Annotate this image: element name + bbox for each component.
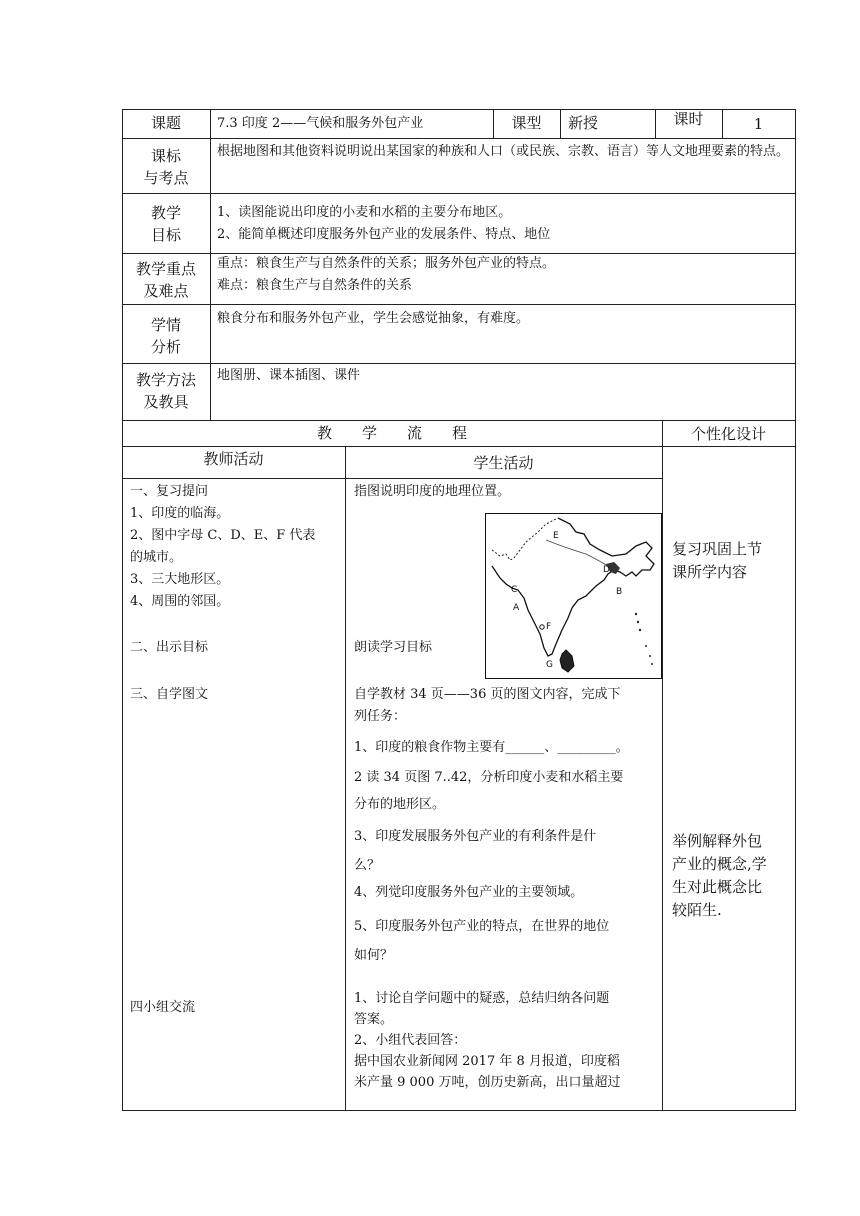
teacher-review bbox=[130, 481, 342, 613]
hours-label: 课时 bbox=[673, 110, 704, 128]
map-label-a: A bbox=[513, 603, 520, 613]
personal-note-1 bbox=[672, 538, 792, 584]
focus-text: 重点：粮食生产与自然条件的关系；服务外包产业的特点。 bbox=[217, 256, 556, 271]
review-item: 4、周围的邻国。 bbox=[130, 594, 230, 609]
task-2-line2: 分布的地形区。 bbox=[354, 797, 446, 812]
personal-note-2 bbox=[672, 830, 792, 922]
standard-text: 根据地图和其他资料说明说出某国家的种族和人口（或民族、宗教、语言）等人文地理要素的特点。 bbox=[217, 144, 790, 159]
task-5-line1: 5、印度服务外包产业的特点，在世界的地位 bbox=[354, 919, 610, 934]
topic-label: 课题 bbox=[150, 114, 181, 132]
task-5 bbox=[354, 912, 658, 970]
map-label-g: G bbox=[546, 660, 553, 670]
india-outline-icon bbox=[486, 514, 661, 678]
discuss-line1: 1、讨论自学问题中的疑惑，总结归纳各问题 bbox=[354, 991, 610, 1006]
methods-label-line1: 教学方法 bbox=[135, 371, 196, 389]
difficulty-text: 难点：粮食生产与自然条件的关系 bbox=[217, 278, 413, 293]
keypoints-text bbox=[217, 253, 789, 297]
task-intro bbox=[354, 684, 658, 728]
objectives-label-line1: 教学 bbox=[150, 204, 181, 222]
methods-label-line2: 及教具 bbox=[143, 393, 189, 411]
objective-item: 2、能简单概述印度服务外包产业的发展条件、特点、地位 bbox=[217, 227, 551, 242]
task-1: 1、印度的粮食作物主要有______、_________。 bbox=[354, 740, 629, 755]
task-3 bbox=[354, 822, 658, 880]
analysis-label bbox=[122, 314, 210, 358]
keypoints-label-line2: 及难点 bbox=[143, 282, 189, 300]
objectives-list bbox=[217, 202, 789, 246]
rep-answer: 2、小组代表回答： bbox=[354, 1033, 467, 1048]
task-2-line1: 2 读 34 页图 7..42，分析印度小麦和水稻主要 bbox=[354, 770, 624, 785]
note1-line1: 复习巩固上节 bbox=[672, 540, 763, 558]
map-label-f: F bbox=[546, 622, 552, 632]
standard-label-line1: 课标 bbox=[150, 147, 181, 165]
process-title: 教 学 流 程 bbox=[316, 424, 467, 442]
note2-line: 举例解释外包 bbox=[672, 832, 763, 850]
map-label-d: D bbox=[603, 565, 610, 575]
analysis-label-line2: 分析 bbox=[150, 338, 181, 356]
keypoints-label-line1: 教学重点 bbox=[135, 260, 196, 278]
note2-line: 产业的概念,学 bbox=[672, 855, 767, 873]
task-2 bbox=[354, 764, 658, 818]
task-5-line2: 如何？ bbox=[354, 948, 394, 963]
discuss-line2: 答案。 bbox=[354, 1012, 394, 1027]
teacher-group: 四小组交流 bbox=[130, 1000, 196, 1015]
hours-value: 1 bbox=[753, 115, 764, 133]
map-label-c: C bbox=[511, 585, 518, 595]
news-line2: 米产量 9 000 万吨，创历史新高，出口量超过 bbox=[354, 1075, 621, 1090]
type-value: 新授 bbox=[568, 114, 599, 132]
review-item: 1、印度的临海。 bbox=[130, 506, 230, 521]
teacher-goals: 二、出示目标 bbox=[130, 640, 209, 655]
objectives-label bbox=[122, 202, 210, 246]
methods-label bbox=[122, 369, 210, 413]
discussion bbox=[354, 988, 658, 1093]
task-intro-line1: 自学教材 34 页——36 页的图文内容，完成下 bbox=[354, 687, 621, 702]
review-title: 一、复习提问 bbox=[130, 484, 209, 499]
note1-line2: 课所学内容 bbox=[672, 563, 748, 581]
objectives-label-line2: 目标 bbox=[150, 226, 181, 244]
read-goals: 朗读学习目标 bbox=[354, 640, 433, 655]
india-map bbox=[485, 513, 662, 679]
objective-item: 1、读图能说出印度的小麦和水稻的主要分布地区。 bbox=[217, 205, 512, 220]
personal-title: 个性化设计 bbox=[690, 425, 766, 443]
teacher-title: 教师活动 bbox=[203, 450, 264, 468]
note2-line: 较陌生. bbox=[672, 901, 722, 919]
standard-label-line2: 与考点 bbox=[143, 169, 189, 187]
review-item: 2、图中字母 C、D、E、F 代表 bbox=[130, 528, 316, 543]
analysis-text: 粮食分布和服务外包产业，学生会感觉抽象，有难度。 bbox=[217, 311, 530, 326]
news-line1: 据中国农业新闻网 2017 年 8 月报道，印度稻 bbox=[354, 1054, 620, 1069]
standard-label bbox=[122, 145, 210, 189]
keypoints-label bbox=[122, 258, 210, 302]
map-label-b: B bbox=[616, 587, 623, 597]
teacher-selfstudy: 三、自学图文 bbox=[130, 687, 209, 702]
map-prompt: 指图说明印度的地理位置。 bbox=[354, 484, 511, 499]
methods-text: 地图册、课本插图、课件 bbox=[217, 368, 361, 383]
topic-value: 7.3 印度 2——气候和服务外包产业 bbox=[217, 116, 424, 131]
task-3-line1: 3、印度发展服务外包产业的有利条件是什 bbox=[354, 829, 597, 844]
student-title: 学生活动 bbox=[473, 454, 534, 472]
task-3-line2: 么？ bbox=[354, 858, 381, 873]
review-item: 的城市。 bbox=[130, 550, 183, 565]
task-4: 4、列觉印度服务外包产业的主要领域。 bbox=[354, 885, 584, 900]
task-intro-line2: 列任务： bbox=[354, 709, 407, 724]
type-label: 课型 bbox=[511, 114, 542, 132]
analysis-label-line1: 学情 bbox=[150, 316, 181, 334]
note2-line: 生对此概念比 bbox=[672, 878, 763, 896]
map-label-e: E bbox=[553, 531, 559, 541]
review-item: 3、三大地形区。 bbox=[130, 572, 230, 587]
